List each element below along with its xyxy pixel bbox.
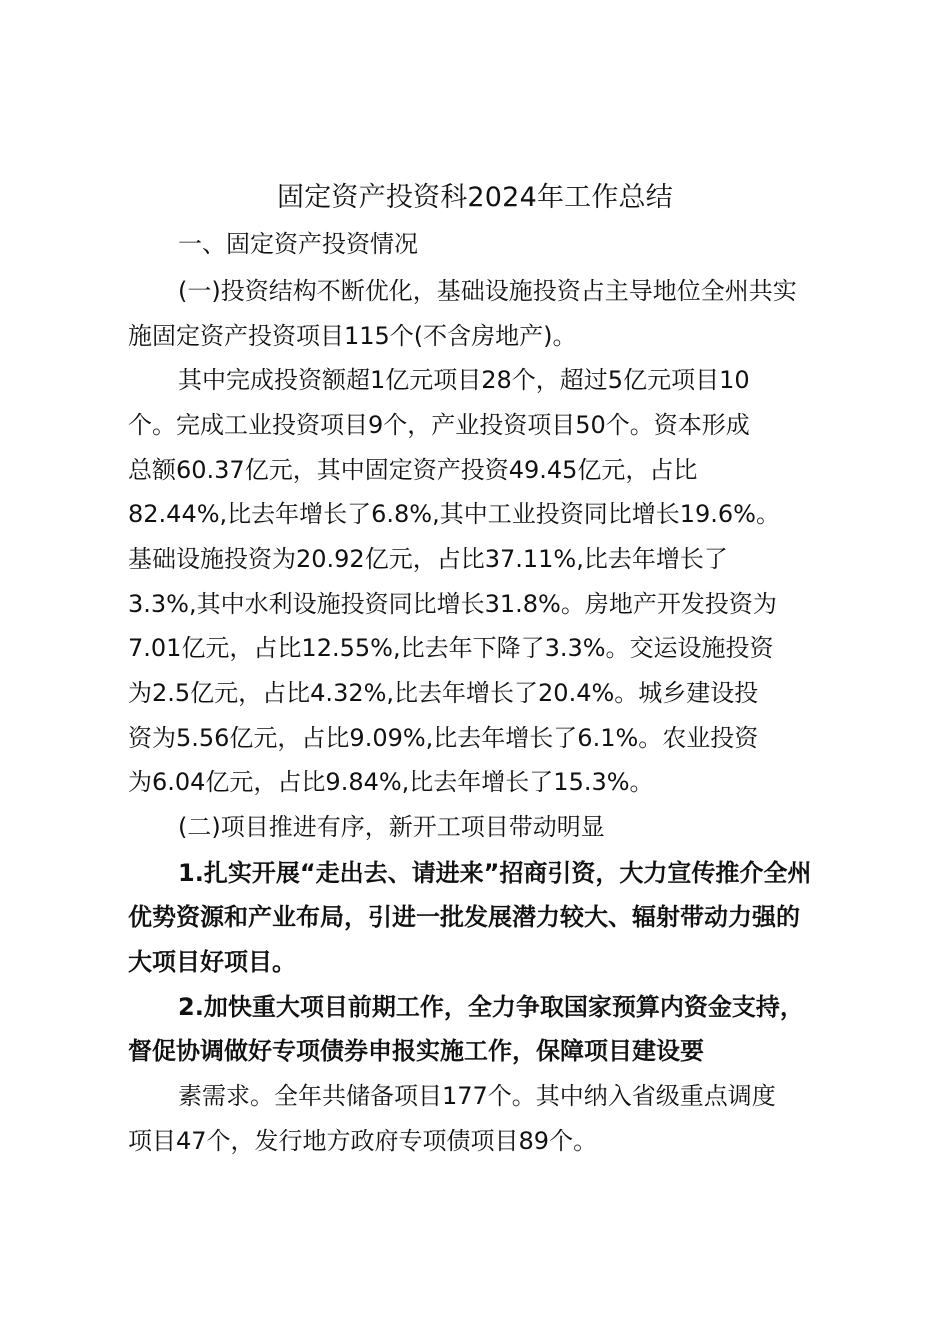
paragraph-line: 项目47个，发行地方政府专项债项目89个。 <box>128 1127 598 1155</box>
bold-item-2-line-2: 督促协调做好专项债券申报实施工作，保障项目建设要 <box>128 1037 704 1065</box>
paragraph-line: 个。完成工业投资项目9个，产业投资项目50个。资本形成 <box>128 411 750 439</box>
paragraph-line: 素需求。全年共储备项目177个。其中纳入省级重点调度 <box>178 1082 776 1110</box>
bold-item-2-line-1: 2.加快重大项目前期工作，全力争取国家预算内资金支持， <box>178 993 804 1021</box>
paragraph-line: 为6.04亿元，占比9.84%,比去年增长了15.3%。 <box>128 768 654 796</box>
bold-item-1-line-3: 大项目好项目。 <box>128 948 296 976</box>
paragraph-line: 资为5.56亿元，占比9.09%,比去年增长了6.1%。农业投资 <box>128 724 759 752</box>
subsection-heading-2: (二)项目推进有序，新开工项目带动明显 <box>178 813 605 841</box>
document-title: 固定资产投资科2024年工作总结 <box>277 182 673 213</box>
paragraph-line: 82.44%,比去年增长了6.8%,其中工业投资同比增长19.6%。 <box>128 500 780 528</box>
paragraph-line: 其中完成投资额超1亿元项目28个，超过5亿元项目10 <box>178 366 750 394</box>
paragraph-line: 3.3%,其中水利设施投资同比增长31.8%。房地产开发投资为 <box>128 590 777 618</box>
subsection-heading-1-line-2: 施固定资产投资项目115个(不含房地产)。 <box>128 322 577 350</box>
paragraph-line: 基础设施投资为20.92亿元，占比37.11%,比去年增长了 <box>128 545 728 573</box>
bold-item-1-line-2: 优势资源和产业布局，引进一批发展潜力较大、辐射带动力强的 <box>128 903 800 931</box>
subsection-heading-1-line-1: (一)投资结构不断优化，基础设施投资占主导地位全州共实 <box>178 277 797 305</box>
bold-item-1-line-1: 1.扎实开展“走出去、请进来”招商引资，大力宣传推介全州 <box>178 859 812 887</box>
section-heading-1: 一、固定资产投资情况 <box>178 230 418 258</box>
paragraph-line: 7.01亿元，占比12.55%,比去年下降了3.3%。交运设施投资 <box>128 634 774 662</box>
paragraph-line: 总额60.37亿元，其中固定资产投资49.45亿元，占比 <box>128 456 698 484</box>
paragraph-line: 为2.5亿元，占比4.32%,比去年增长了20.4%。城乡建设投 <box>128 679 759 707</box>
